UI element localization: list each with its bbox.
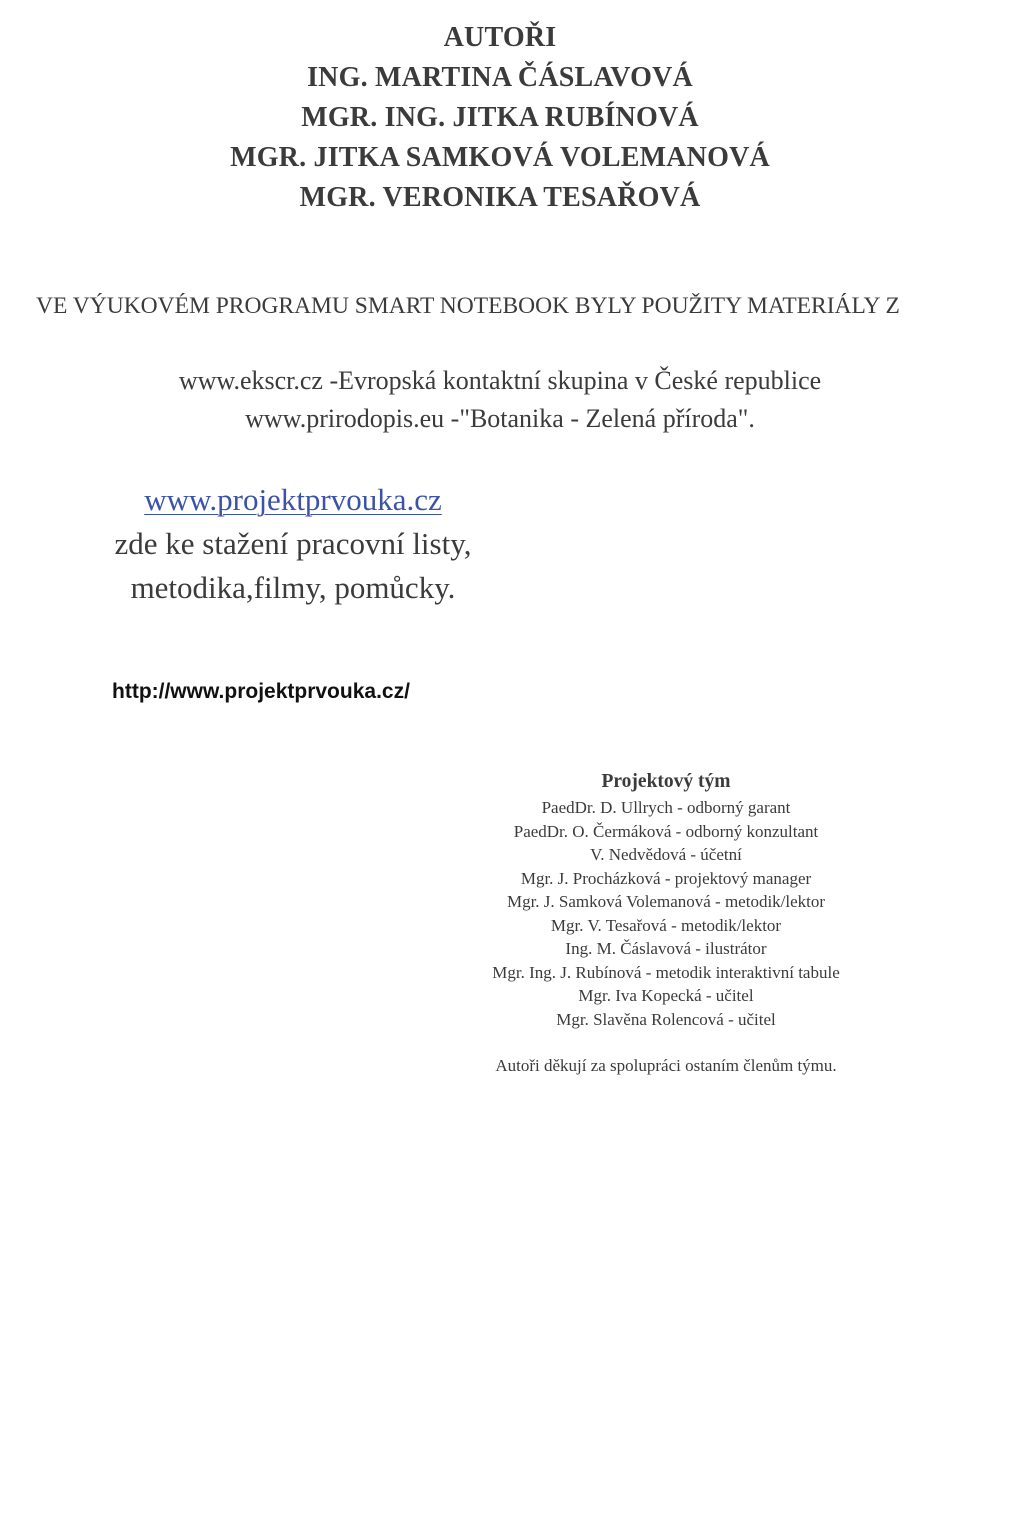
project-description-line: metodika,filmy, pomůcky. bbox=[130, 570, 456, 605]
author-name: MGR. JITKA SAMKOVÁ VOLEMANOVÁ bbox=[230, 142, 770, 173]
team-thanks: Autoři děkují za spolupráci ostaním členům týmu. bbox=[495, 1056, 837, 1075]
authors-heading: AUTOŘI bbox=[443, 22, 557, 53]
sources-section bbox=[0, 362, 1000, 438]
team-member: Ing. M. Čáslavová - ilustrátor bbox=[565, 939, 767, 958]
team-heading: Projektový tým bbox=[601, 771, 731, 792]
team-member: Mgr. J. Procházková - projektový manager bbox=[520, 868, 812, 888]
team-member: Mgr. V. Tesařová - metodik/lektor bbox=[550, 915, 782, 935]
project-url[interactable]: http://www.projektprvouka.cz/ bbox=[112, 680, 410, 703]
project-section bbox=[60, 478, 526, 610]
team-member: Mgr. J. Samková Volemanová - metodik/lektor bbox=[506, 892, 826, 911]
source-line: www.prirodopis.eu -"Botanika - Zelená příroda". bbox=[245, 404, 755, 433]
team-member: Mgr. Ing. J. Rubínová - metodik interaktivní tabule bbox=[492, 962, 840, 982]
author-name: MGR. ING. JITKA RUBÍNOVÁ bbox=[301, 102, 699, 133]
project-link[interactable]: www.projektprvouka.cz bbox=[144, 482, 442, 517]
materials-statement: VE VÝUKOVÉM PROGRAMU SMART NOTEBOOK BYLY POUŽITY MATERIÁLY Z bbox=[36, 293, 900, 319]
source-line: www.ekscr.cz -Evropská kontaktní skupina v České republice bbox=[178, 366, 822, 395]
team-member: V. Nedvědová - účetní bbox=[590, 845, 742, 864]
author-name: ING. MARTINA ČÁSLAVOVÁ bbox=[307, 62, 693, 93]
authors-section bbox=[0, 18, 1000, 218]
team-member: PaedDr. O. Čermáková - odborný konzultant bbox=[513, 821, 819, 841]
author-name: MGR. VERONIKA TESAŘOVÁ bbox=[299, 182, 701, 213]
team-member: PaedDr. D. Ullrych - odborný garant bbox=[541, 798, 791, 817]
project-description-line: zde ke stažení pracovní listy, bbox=[114, 526, 472, 561]
team-member: Mgr. Slavěna Rolencová - učitel bbox=[556, 1009, 776, 1029]
team-section bbox=[450, 768, 882, 1078]
team-member: Mgr. Iva Kopecká - učitel bbox=[578, 986, 754, 1005]
